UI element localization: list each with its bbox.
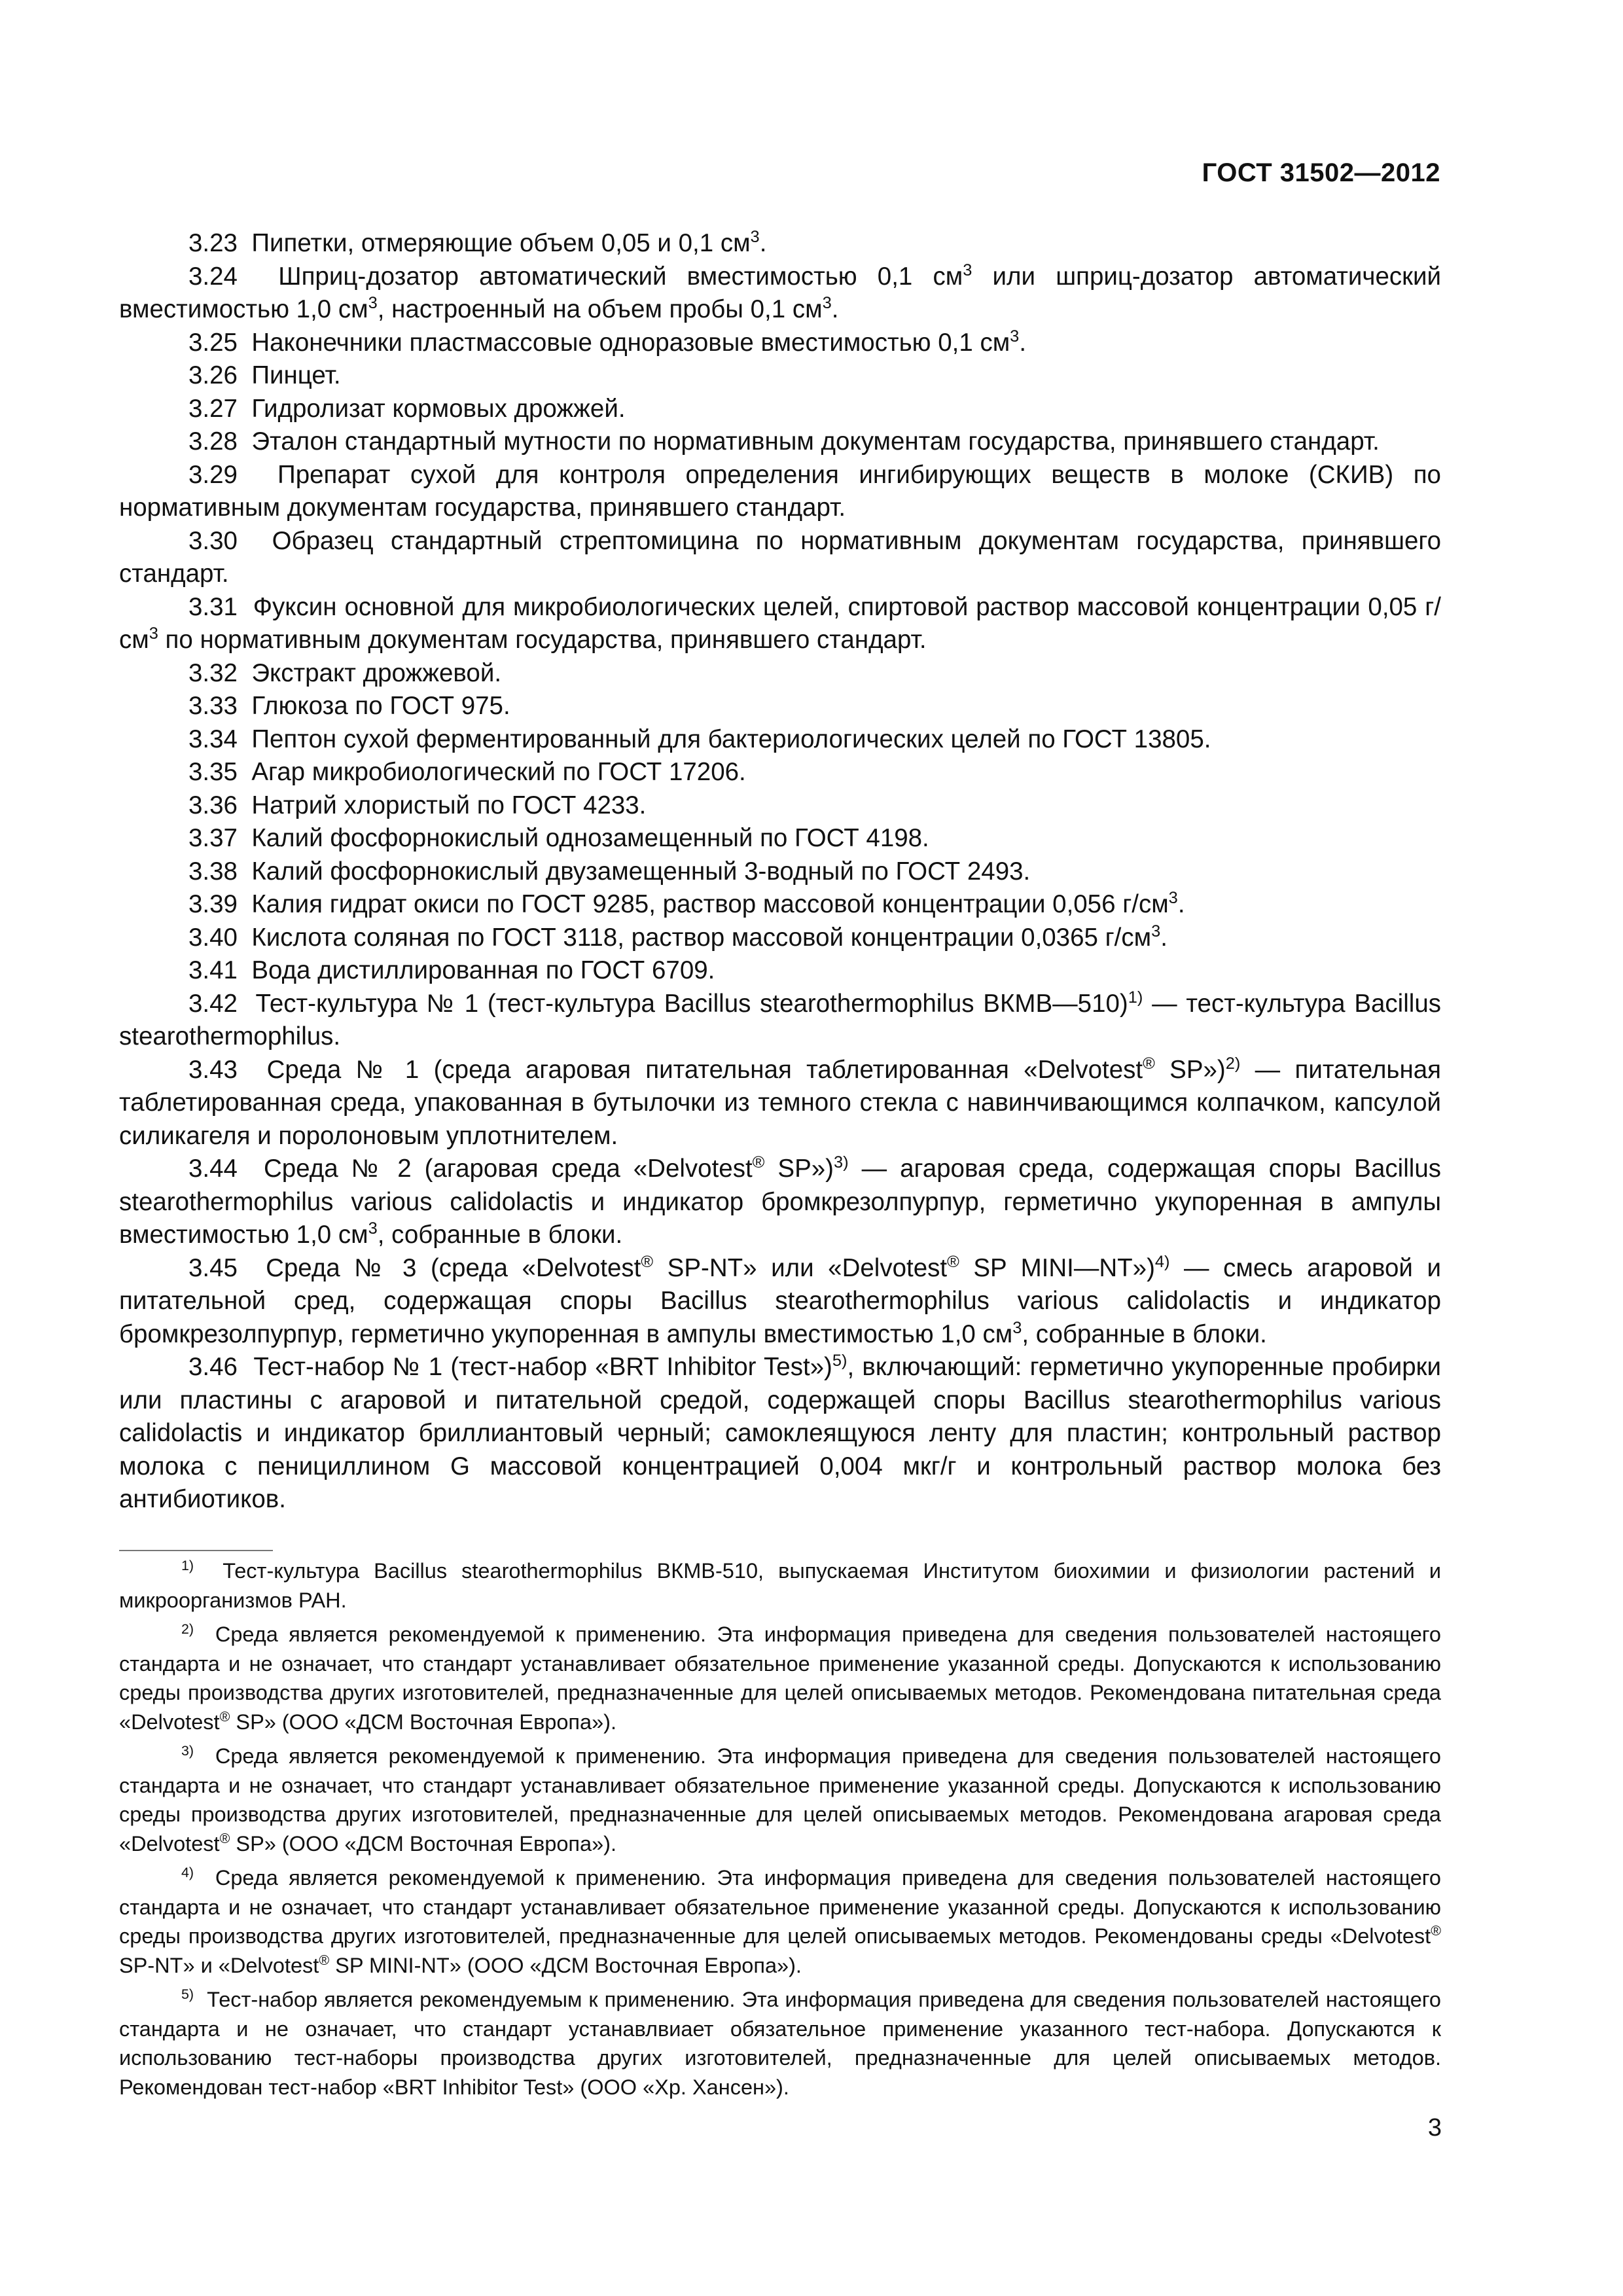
text-run: SP-NT» или «Delvotest [653, 1253, 948, 1282]
text-run: по нормативным документам государства, принявшего стандарт. [158, 626, 927, 654]
clause-number: 3.23 [188, 229, 238, 257]
superscript: ® [752, 1153, 765, 1172]
superscript: 3 [368, 1219, 378, 1238]
text-run: Эталон стандартный мутности по нормативным документам государства, принявшего стандарт. [251, 427, 1380, 456]
text-run: Наконечники пластмассовые одноразовые вместимостью 0,1 см [251, 328, 1010, 357]
text-run: — смесь агаровой и питательной сред, содержащая споры Bacillus stearothermophilus various calidolactis и индикатор бромкрезолпурпур, герметично укупоренная в ампулы вместимостью 1,0 см [119, 1253, 1441, 1348]
clause-item [119, 260, 1441, 327]
superscript: ® [947, 1252, 959, 1271]
superscript: 2) [1225, 1054, 1241, 1073]
text-run: Глюкоза по ГОСТ 975. [251, 692, 510, 720]
footnote-item [119, 1620, 1441, 1736]
text-run: SP MINI-NT» (ООО «ДСМ Восточная Европа»). [329, 1953, 802, 1977]
superscript: ® [1143, 1054, 1155, 1073]
clause-number: 3.26 [188, 361, 238, 389]
superscript: 3 [750, 228, 760, 247]
text-run: — агаровая среда, содержащая споры Bacillus stearothermophilus various calidolactis и индикатор бромкрезолпурпур, герметично укупоренная в ампулы вместимостью 1,0 см [119, 1155, 1441, 1249]
superscript: ® [1431, 1923, 1441, 1939]
text-run: Среда № 1 (среда агаровая питательная таблетированная «Delvotest [266, 1055, 1143, 1084]
clause-number: 3.45 [188, 1253, 238, 1282]
clause-number: 3.31 [188, 592, 238, 621]
text-run: Калия гидрат окиси по ГОСТ 9285, раствор массовой концентрации 0,056 г/см [251, 890, 1169, 918]
text-run: Вода дистиллированная по ГОСТ 6709. [251, 956, 715, 984]
clause-number: 3.28 [188, 427, 238, 456]
superscript: 3) [834, 1153, 849, 1172]
clause-item [119, 525, 1441, 591]
clause-item [119, 988, 1441, 1054]
clause-item [119, 425, 1441, 459]
superscript: ® [319, 1952, 330, 1968]
text-run: Тест-набор № 1 (тест-набор «BRT Inhibitor Test») [253, 1353, 832, 1381]
text-run: Среда № 3 (среда «Delvotest [266, 1253, 641, 1282]
text-run: SP MINI—NT») [959, 1253, 1155, 1282]
clause-number: 3.27 [188, 394, 238, 423]
text-run: Среда № 2 (агаровая среда «Delvotest [263, 1155, 753, 1183]
superscript: 4) [1154, 1252, 1170, 1271]
clause-number: 3.29 [188, 460, 238, 489]
clause-item [119, 1252, 1441, 1352]
superscript: ® [219, 1830, 230, 1846]
clause-number: 3.42 [188, 989, 238, 1018]
superscript: 3 [1010, 327, 1020, 346]
clause-item [119, 327, 1441, 360]
clause-number: 3.46 [188, 1353, 238, 1381]
clause-item [119, 1153, 1441, 1252]
clause-number: 3.41 [188, 956, 238, 984]
clause-number: 3.39 [188, 890, 238, 918]
footnote-item [119, 1863, 1441, 1980]
superscript: 3 [1168, 889, 1178, 908]
footnote-marker: 2) [181, 1621, 194, 1638]
text-run: . [831, 295, 839, 323]
superscript: 3 [1151, 922, 1161, 941]
clause-item [119, 855, 1441, 889]
clause-number: 3.37 [188, 824, 238, 852]
clause-item [119, 459, 1441, 525]
superscript: 1) [1128, 988, 1143, 1007]
superscript: 3 [1012, 1318, 1022, 1337]
text-run: . [1160, 923, 1168, 952]
clause-number: 3.43 [188, 1055, 238, 1084]
footnote-list [119, 1556, 1441, 2107]
text-run: — тест-культура Bacillus stearothermophilus. [119, 989, 1441, 1050]
text-run: SP-NT» и «Delvotest [119, 1953, 319, 1977]
clause-item [119, 657, 1441, 691]
text-run: . [759, 229, 767, 257]
footnote-item [119, 1556, 1441, 1615]
clause-number: 3.36 [188, 791, 238, 819]
superscript: 3 [368, 294, 378, 313]
text-run: Образец стандартный стрептомицина по нормативным документам государства, принявшего стандарт. [119, 526, 1441, 588]
text-run: Натрий хлористый по ГОСТ 4233. [251, 791, 647, 819]
clause-item [119, 359, 1441, 393]
text-run: Калий фосфорнокислый однозамещенный по ГОСТ 4198. [251, 824, 929, 852]
superscript: ® [219, 1708, 230, 1725]
text-run: SP» (ООО «ДСМ Восточная Европа»). [230, 1710, 616, 1734]
clause-number: 3.30 [188, 526, 238, 555]
standard-code-header: ГОСТ 31502—2012 [1202, 158, 1440, 187]
clause-number: 3.35 [188, 758, 238, 786]
clause-number: 3.44 [188, 1155, 238, 1183]
footnote-divider [119, 1550, 273, 1551]
clause-list [119, 227, 1441, 1516]
text-run: Калий фосфорнокислый двузамещенный 3-водный по ГОСТ 2493. [251, 857, 1031, 886]
clause-number: 3.33 [188, 692, 238, 720]
clause-item [119, 393, 1441, 426]
text-run: Тест-культура Bacillus stearothermophilus ВКМВ-510, выпускаемая Институтом биохимии и физиологии растений и микроорганизмов РАН. [119, 1559, 1441, 1612]
text-run: , собранные в блоки. [377, 1221, 623, 1249]
clause-item [119, 822, 1441, 855]
text-run: Среда является рекомендуемой к применению. Эта информация приведена для сведения пользователей настоящего стандарта и не означает, что стандарт устанавливает обязательное применение указанной среды. Допускаются к использованию среды производства других изготовителей, предназначенные для целей описываемых методов. Рекомендована питательная среда «Delvotest [119, 1623, 1441, 1734]
text-run: Гидролизат кормовых дрожжей. [251, 394, 626, 423]
text-run: Шприц-дозатор автоматический вместимостью 0,1 см [278, 262, 963, 291]
text-run: Фуксин основной для микробиологических целей, спиртовой раствор массовой концентрации 0,05 г/см [119, 592, 1441, 654]
text-run: Среда является рекомендуемой к применению. Эта информация приведена для сведения пользователей настоящего стандарта и не означает, что стандарт устанавливает обязательное применение указанной среды. Допускаются к использованию среды производства других изготовителей, предназначенные для целей описываемых методов. Рекомендованы среды «Delvotest [119, 1866, 1441, 1948]
text-run: . [1019, 328, 1027, 357]
clause-number: 3.24 [188, 262, 238, 291]
text-run: , собранные в блоки. [1022, 1319, 1267, 1348]
superscript: 3 [149, 624, 158, 643]
text-run: Кислота соляная по ГОСТ 3118, раствор массовой концентрации 0,0365 г/см [251, 923, 1152, 952]
text-run: Агар микробиологический по ГОСТ 17206. [251, 758, 746, 786]
clause-number: 3.34 [188, 725, 238, 753]
footnote-marker: 3) [181, 1743, 194, 1759]
text-run: Тест-набор является рекомендуемым к применению. Эта информация приведена для сведения пользователей настоящего стандарта и не означает, что стандарт устанавлвиает обязательное применение указанного тест-набора. Допускаются к использованию тест-наборы производства других изготовителей, предназначенные для целей описываемых методов. Рекомендован тест-набор «BRT Inhibitor Test» (ООО «Хр. Хансен»). [119, 1988, 1441, 2099]
clause-item [119, 756, 1441, 789]
clause-number: 3.38 [188, 857, 238, 886]
text-run: SP») [1154, 1055, 1226, 1084]
clause-number: 3.40 [188, 923, 238, 952]
superscript: 3 [822, 294, 832, 313]
clause-item [119, 591, 1441, 657]
clause-item [119, 789, 1441, 823]
text-run: SP») [764, 1155, 834, 1183]
text-run: , настроенный на объем пробы 0,1 см [377, 295, 823, 323]
footnote-marker: 5) [181, 1986, 194, 2003]
text-run: Пептон сухой ферментированный для бактериологических целей по ГОСТ 13805. [251, 725, 1211, 753]
text-run: , включающий: герметично укупоренные пробирки или пластины с агаровой и питательной средой, содержащей споры Bacillus stearothermophilus various calidolactis и индикатор бриллиантовый черный; самоклеящуюся ленту для пластин; контрольный раствор молока с пенициллином G массовой концентрацией 0,004 мкг/г и контрольный раствор молока без антибиотиков. [119, 1353, 1441, 1513]
text-run: Пипетки, отмеряющие объем 0,05 и 0,1 см [251, 229, 751, 257]
text-run: . [1177, 890, 1185, 918]
clause-number: 3.32 [188, 658, 238, 687]
text-run: SP» (ООО «ДСМ Восточная Европа»). [230, 1831, 616, 1856]
clause-item [119, 723, 1441, 757]
clause-number: 3.25 [188, 328, 238, 357]
clause-item [119, 227, 1441, 260]
footnote-marker: 1) [181, 1558, 194, 1574]
text-run: — питательная таблетированная среда, упакованная в бутылочки из темного стекла с навинчивающимся колпачком, капсулой силикагеля и поролоновым уплотнителем. [119, 1055, 1441, 1150]
text-run: Пинцет. [251, 361, 341, 389]
superscript: 3 [963, 260, 972, 279]
text-run: Препарат сухой для контроля определения ингибирующих веществ в молоке (СКИВ) по нормативным документам государства, принявшего стандарт. [119, 460, 1441, 522]
text-run: Экстракт дрожжевой. [251, 658, 502, 687]
footnote-item [119, 1985, 1441, 2102]
text-run: Среда является рекомендуемой к применению. Эта информация приведена для сведения пользователей настоящего стандарта и не означает, что стандарт устанавливает обязательное применение указанной среды. Допускаются к использованию среды производства других изготовителей, предназначенные для целей описываемых методов. Рекомендована агаровая среда «Delvotest [119, 1744, 1441, 1856]
superscript: ® [641, 1252, 654, 1271]
clause-item [119, 690, 1441, 723]
clause-item [119, 1351, 1441, 1516]
clause-item [119, 922, 1441, 955]
footnote-item [119, 1742, 1441, 1858]
text-run: или шприц-дозатор автоматический вместимостью 1,0 см [119, 262, 1441, 323]
clause-item [119, 954, 1441, 988]
footnote-marker: 4) [181, 1865, 194, 1881]
text-run: Тест-культура № 1 (тест-культура Bacillus stearothermophilus ВКМВ—510) [255, 989, 1128, 1018]
clause-item [119, 1054, 1441, 1153]
clause-item [119, 888, 1441, 922]
superscript: 5) [832, 1352, 847, 1371]
page-number: 3 [1427, 2114, 1442, 2142]
